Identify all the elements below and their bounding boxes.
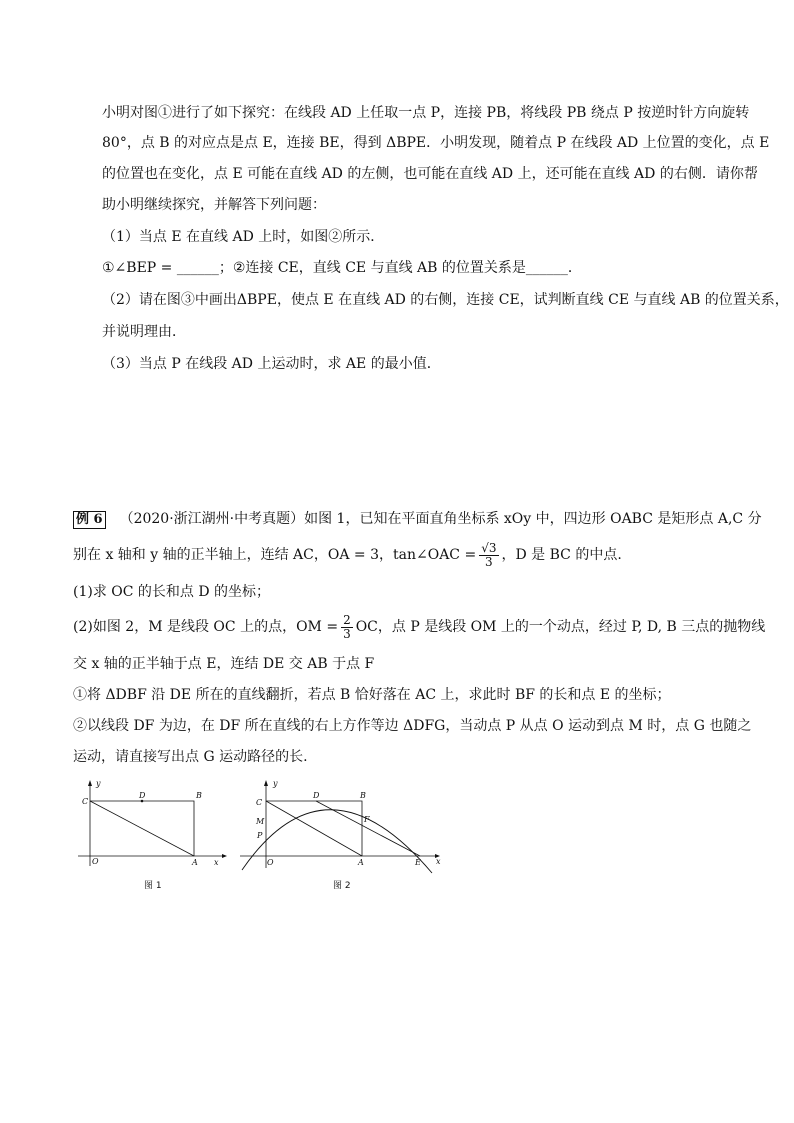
intro-line-1: 小明对图①进行了如下探究：在线段 AD 上任取一点 P，连接 PB，将线段 PB 绕点 P 按逆时针方向旋转: [102, 105, 750, 121]
example-6-line-1-text: （2020·浙江湖州·中考真题）如图 1，已知在平面直角坐标系 xOy 中，四边形 OABC 是矩形点 A,C 分: [119, 511, 762, 527]
label-c: C: [82, 797, 89, 806]
label-b: B: [360, 791, 366, 800]
example-6-question-2-sub-2-line-1: ②以线段 DF 为边，在 DF 所在直线的右上方作等边 ΔDFG，当动点 P 从点 O 运动到点 M 时，点 G 也随之: [73, 718, 752, 734]
label-a: A: [358, 858, 364, 867]
label-y: y: [273, 779, 278, 788]
label-x: x: [214, 858, 219, 867]
tan-fraction: [479, 542, 498, 569]
example-6-line-2-pre: 别在 x 轴和 y 轴的正半轴上，连结 AC，OA = 3，tan∠OAC =: [73, 547, 477, 563]
example-6-question-2-sub-1: ①将 ΔDBF 沿 DE 所在的直线翻折，若点 B 恰好落在 AC 上，求此时 BF 的长和点 E 的坐标；: [73, 687, 671, 703]
example-6-question-2-line-2: 交 x 轴的正半轴于点 E，连结 DE 交 AB 于点 F: [73, 656, 375, 672]
om-fraction: [341, 614, 353, 641]
example-6-question-2: [73, 612, 765, 642]
om-fraction-denominator: 3: [343, 626, 351, 641]
figure-1: [72, 778, 232, 868]
label-f: F: [364, 815, 370, 824]
question-2-line-2: 并说明理由．: [102, 324, 186, 340]
point-d: [141, 800, 144, 803]
x-axis-arrow-icon: [222, 854, 227, 858]
example-6-line-1: [73, 509, 762, 529]
tan-fraction-numerator: √3: [481, 540, 497, 555]
example-6-question-2-pre: (2)如图 2，M 是线段 OC 上的点，OM =: [73, 619, 339, 635]
label-c: C: [256, 798, 263, 807]
label-m: M: [256, 817, 265, 826]
figure-2: [236, 778, 448, 873]
label-a: A: [192, 858, 198, 867]
y-axis-arrow-icon: [264, 780, 268, 786]
example-6-question-2-sub-2-line-2: 运动，请直接写出点 G 运动路径的长.: [73, 749, 308, 765]
example-6-question-2-post: OC，点 P 是线段 OM 上的一个动点，经过 P, D, B 三点的抛物线: [355, 619, 766, 635]
om-fraction-numerator: 2: [343, 612, 351, 627]
label-b: B: [196, 791, 202, 800]
example-6-line-2: [73, 540, 622, 570]
label-x: x: [436, 857, 441, 866]
question-1-sub: ①∠BEP = ______；②连接 CE，直线 CE 与直线 AB 的位置关系是______．: [102, 260, 582, 276]
figure-2-caption: 图 2: [333, 881, 351, 891]
label-o: O: [92, 857, 99, 866]
question-3: （3）当点 P 在线段 AD 上运动时，求 AE 的最小值．: [102, 356, 441, 372]
y-axis-arrow-icon: [88, 780, 92, 786]
label-e: E: [415, 858, 421, 867]
label-p: P: [257, 831, 263, 840]
intro-line-2: 80°，点 B 的对应点是点 E，连接 BE，得到 ΔBPE．小明发现，随着点 P 在线段 AD 上位置的变化，点 E: [102, 135, 770, 151]
label-y: y: [96, 779, 101, 788]
example-6-question-1: (1)求 OC 的长和点 D 的坐标；: [73, 584, 271, 600]
label-o: O: [267, 858, 274, 867]
figure-1-caption: 图 1: [144, 881, 162, 891]
diagonal-ca: [90, 801, 194, 856]
tan-fraction-denominator: 3: [485, 554, 493, 569]
question-1: （1）当点 E 在直线 AD 上时，如图②所示．: [102, 229, 385, 245]
question-2-line-1: （2）请在图③中画出ΔBPE，使点 E 在直线 AD 的右侧，连接 CE，试判断直线 CE 与直线 AB 的位置关系，: [102, 292, 789, 308]
label-d: D: [139, 791, 146, 800]
intro-line-3: 的位置也在变化，点 E 可能在直线 AD 的左侧，也可能在直线 AD 上，还可能在直线 AD 的右侧．请你帮: [102, 166, 758, 182]
example-tag: 例 6: [73, 511, 106, 529]
label-d: D: [313, 791, 320, 800]
example-6-line-2-post: ，D 是 BC 的中点.: [501, 547, 622, 563]
intro-line-4: 助小明继续探究，并解答下列问题：: [102, 197, 326, 213]
segment-de: [316, 801, 420, 856]
